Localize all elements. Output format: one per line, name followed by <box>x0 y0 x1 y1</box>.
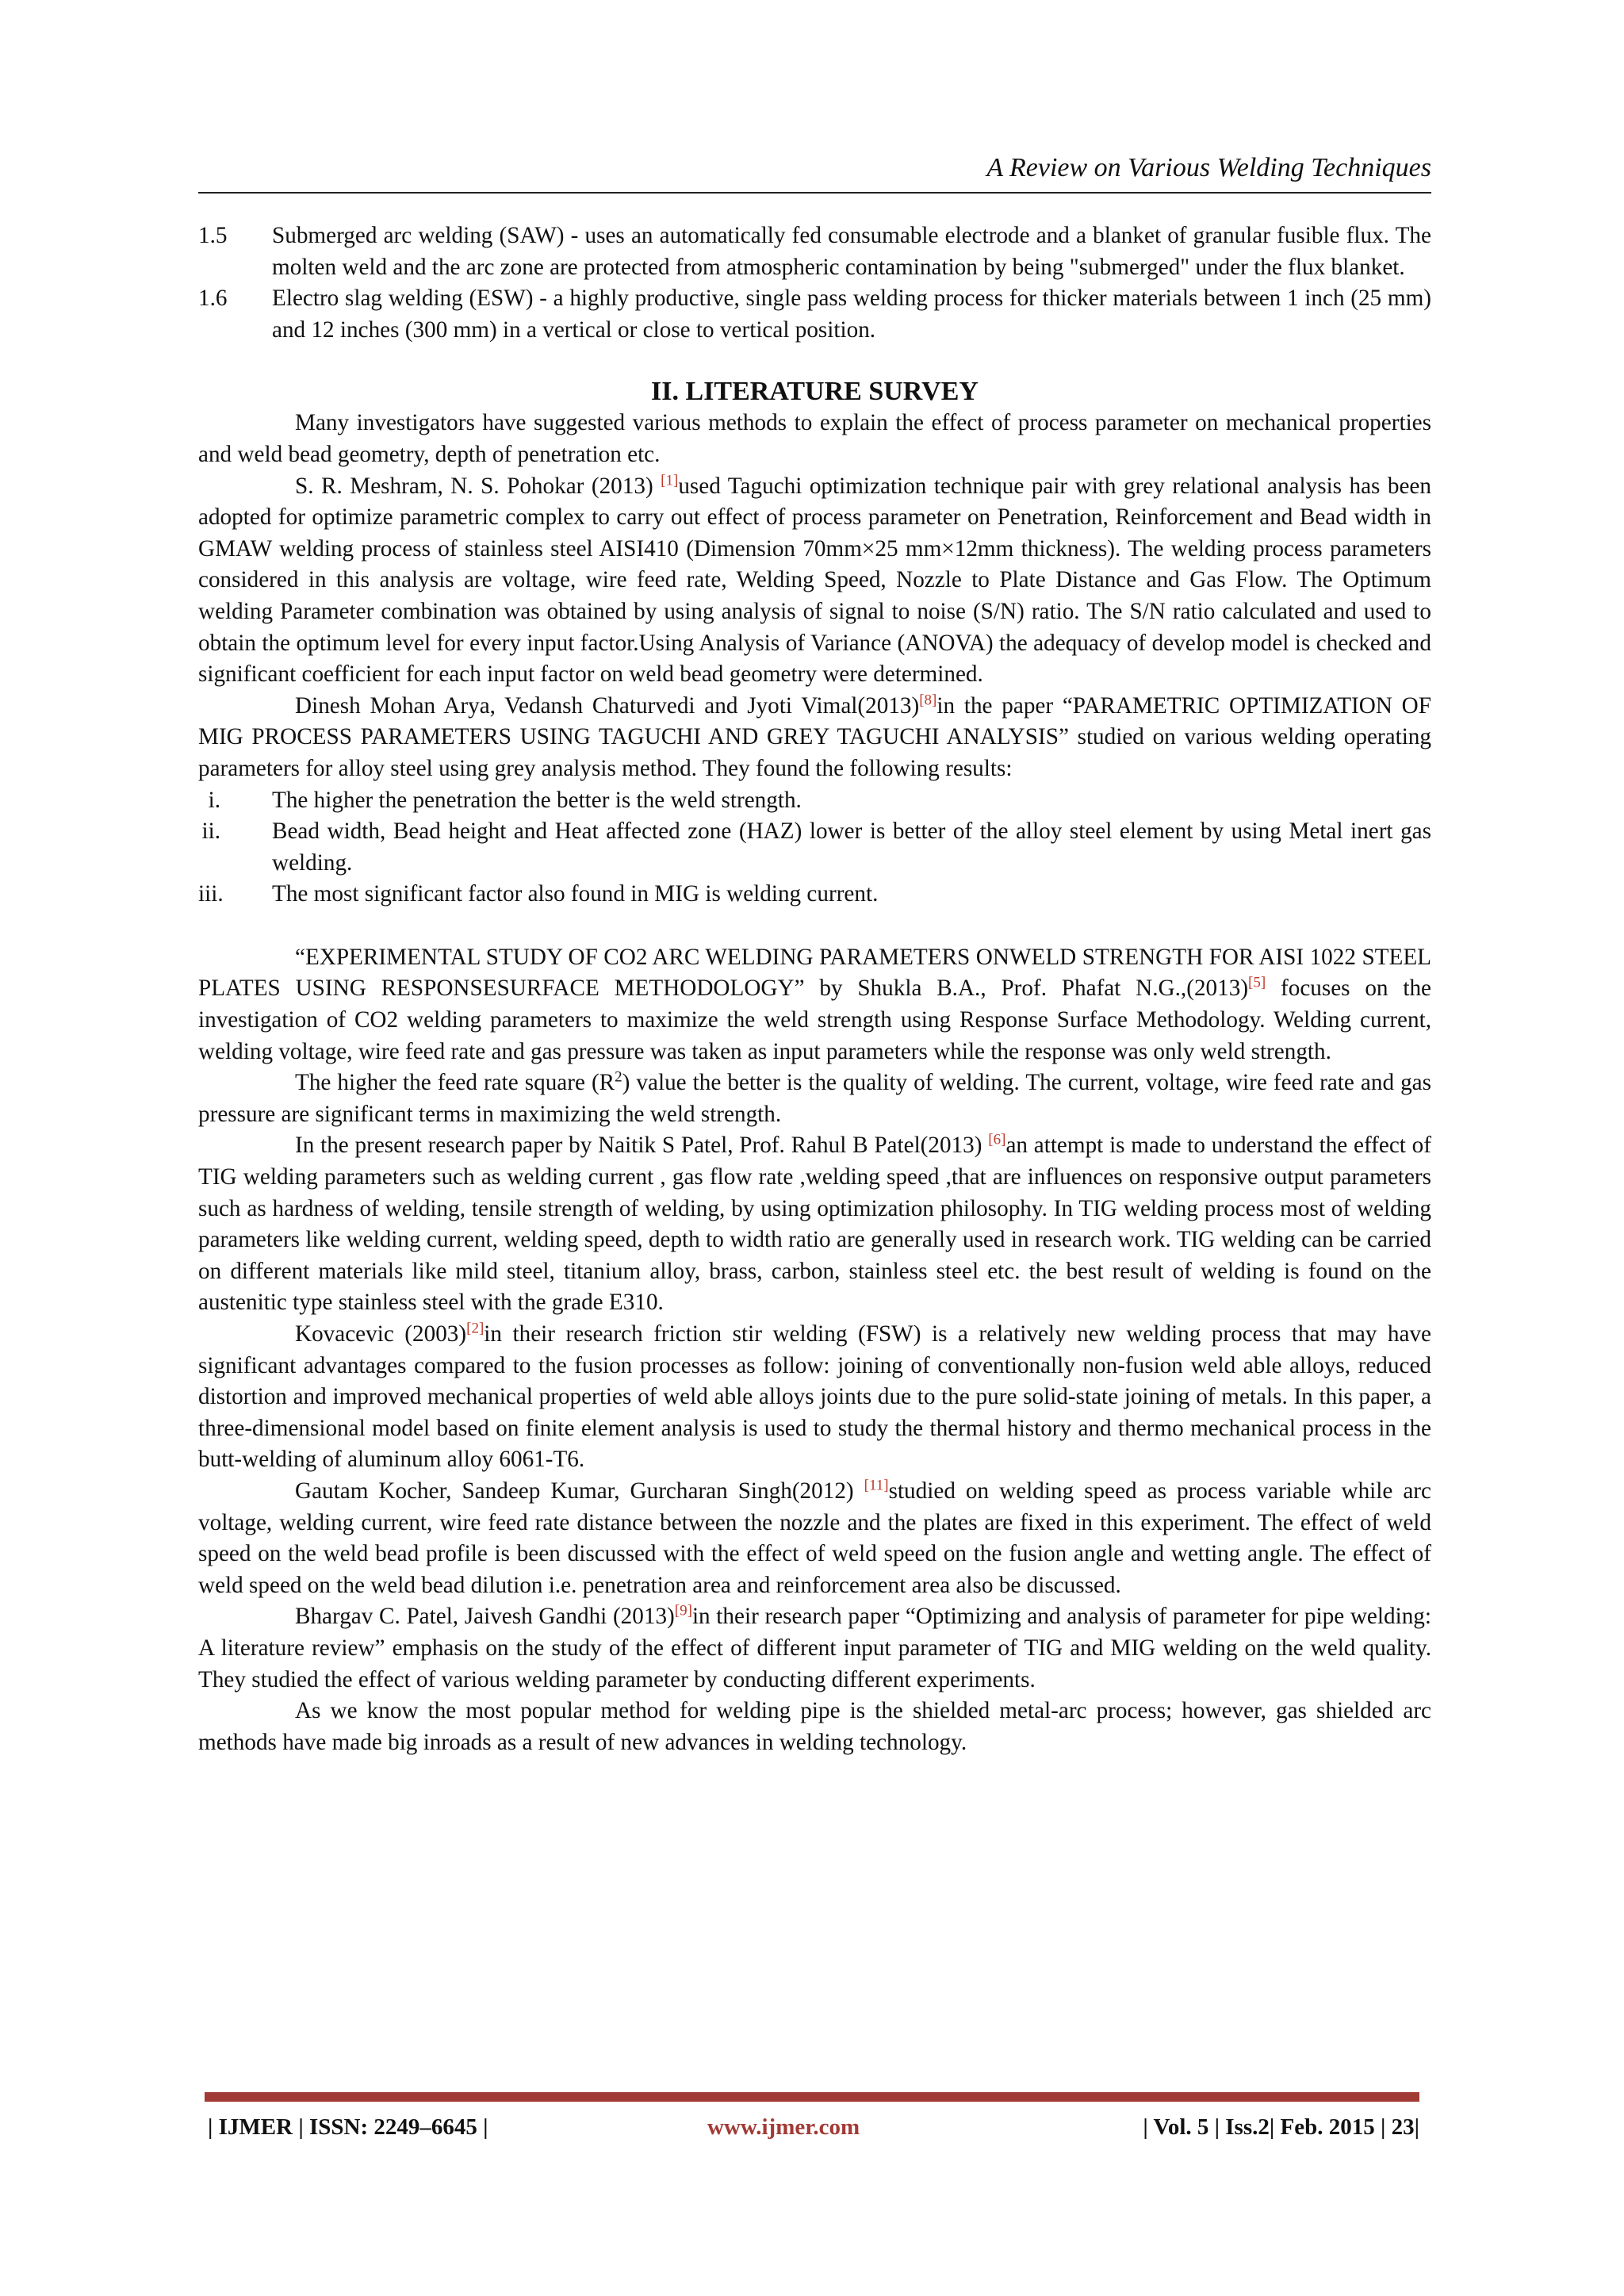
paragraph-text: “EXPERIMENTAL STUDY OF CO2 ARC WELDING PARAMETERS ONWELD STRENGTH FOR AISI 1022 STEEL PLATES USING RESPONSESURFACE METHODOLOGY” by Shukla B.A., Prof. Phafat N.G.,(2013) <box>198 944 1431 1002</box>
paragraph-text: In the present research paper by Naitik S Patel, Prof. Rahul B Patel(2013) <box>295 1133 989 1159</box>
paragraph-text: in their research friction stir welding (FSW) is a relatively new welding process that may have significant advantages compared to the fusion processes as follow: joining of conventionally non-fusion weld able alloys, reduced distortion and improved mechanical properties of weld able alloys joints due to the pure solid-state joining of metals. In this paper, a three-dimensional model based on finite element analysis is used to study the thermal history and thermo mechanical process in the butt-welding of aluminum alloy 6061-T6. <box>198 1321 1431 1473</box>
paragraph-text: in the paper “PARAMETRIC OPTIMIZATION OF MIG PROCESS PARAMETERS USING TAGUCHI AND GREY TAGUCHI ANALYSIS” studied on various welding operating parameters for alloy steel using grey analysis method. They found the following results: <box>198 692 1431 781</box>
paragraph-text: Gautam Kocher, Sandeep Kumar, Gurcharan Singh(2012) <box>295 1478 864 1504</box>
paragraph: Many investigators have suggested various methods to explain the effect of process parameter on mechanical properties and weld bead geometry, depth of penetration etc. <box>198 410 1431 467</box>
paragraph-text: Kovacevic (2003) <box>295 1321 467 1347</box>
running-header: A Review on Various Welding Techniques <box>986 153 1431 182</box>
paragraph <box>198 1130 1431 1319</box>
list-numeral: ii. <box>201 818 220 845</box>
paragraph <box>198 1601 1431 1696</box>
citation-ref: [11] <box>864 1477 889 1494</box>
item-number: 1.6 <box>198 286 228 312</box>
paragraph-text: used Taguchi optimization technique pair with grey relational analysis has been adopted for optimize parametric complex to carry out effect of process parameter on Penetration, Reinforcement and Bead width in GMAW welding process of stainless steel AISI410 (Dimension 70mm×25 mm×12mm thickness). The welding process parameters considered in this analysis are voltage, wire feed rate, Welding Speed, Nozzle to Plate Distance and Gas Flow. The Optimum welding Parameter combination was obtained by using analysis of signal to noise (S/N) ratio. The S/N ratio calculated and used to obtain the optimum level for every input factor.Using Analysis of Variance (ANOVA) the adequacy of develop model is checked and significant coefficient for each input factor on weld bead geometry were determined. <box>198 473 1431 688</box>
item-text: Submerged arc welding (SAW) - uses an automatically fed consumable electrode and a blanket of granular fusible flux. The molten weld and the arc zone are protected from atmospheric contamination by being "submerged" under the flux blanket. <box>272 223 1431 280</box>
paragraph-text: ) value the better is the quality of welding. The current, voltage, wire feed rate and gas pressure are significant terms in maximizing the weld strength. <box>198 1070 1431 1127</box>
numbered-item <box>198 283 1431 346</box>
superscript: 2 <box>615 1068 622 1086</box>
citation-ref: [2] <box>466 1320 485 1337</box>
list-item <box>198 879 1431 910</box>
paragraph-text: Dinesh Mohan Arya, Vedansh Chaturvedi and Jyoti Vimal(2013) <box>295 692 920 719</box>
paragraph-text: studied on welding speed as process variable while arc voltage, welding current, wire feed rate distance between the nozzle and the plates are fixed in this experiment. The effect of weld speed on the weld bead profile is been discussed with the effect of weld speed on the fusion angle and wetting angle. The effect of weld speed on the weld bead dilution i.e. penetration area and reinforcement area also be discussed. <box>198 1478 1431 1598</box>
citation-ref: [1] <box>661 471 679 489</box>
section-heading: II. LITERATURE SURVEY <box>651 377 979 407</box>
paragraph-text: an attempt is made to understand the effect of TIG welding parameters such as welding current , gas flow rate ,welding speed ,that are influences on responsive output parameters such as hardness of welding, tensile strength of welding, by using optimization philosophy. In TIG welding process most of welding parameters like welding current, welding speed, depth to width ratio are generally used in research work. TIG welding can be carried on different materials like mild steel, titanium alloy, brass, carbon, stainless steel etc. the best result of welding is found on the austenitic type stainless steel with the grade E310. <box>198 1133 1431 1316</box>
footer-website-link[interactable]: www.ijmer.com <box>707 2114 860 2140</box>
item-number: 1.5 <box>198 223 228 248</box>
list-text: The most significant factor also found in MIG is welding current. <box>272 881 879 907</box>
footer-issue-info: | Vol. 5 | Iss.2| Feb. 2015 | 23| <box>1143 2114 1419 2140</box>
list-item <box>198 785 1431 817</box>
list-numeral: i. <box>208 787 220 813</box>
citation-ref: [6] <box>988 1131 1006 1148</box>
citation-ref: [5] <box>1248 974 1266 991</box>
list-text: Bead width, Bead height and Heat affected zone (HAZ) lower is better of the alloy steel element by using Metal inert gas welding. <box>272 818 1431 876</box>
paragraph <box>198 1068 1431 1130</box>
list-item <box>198 816 1431 879</box>
footer-journal-info: | IJMER | ISSN: 2249–6645 | <box>208 2114 488 2140</box>
numbered-item <box>198 220 1431 283</box>
paragraph: As we know the most popular method for welding pipe is the shielded metal-arc process; however, gas shielded arc methods have made big inroads as a result of new advances in welding technology. <box>198 1698 1431 1755</box>
paragraph-text: Bhargav C. Patel, Jaivesh Gandhi (2013) <box>295 1604 675 1630</box>
paragraph-text: focuses on the investigation of CO2 welding parameters to maximize the weld strength using Response Surface Methodology. Welding current, welding voltage, wire feed rate and gas pressure was taken as input parameters while the response was only weld strength. <box>198 976 1431 1064</box>
paragraph-text: in their research paper “Optimizing and analysis of parameter for pipe welding: A literature review” emphasis on the study of the effect of different input parameter of TIG and MIG welding on the weld quality. They studied the effect of various welding parameter by conducting different experiments. <box>198 1604 1431 1692</box>
list-text: The higher the penetration the better is the weld strength. <box>272 787 802 813</box>
paragraph <box>198 1319 1431 1476</box>
paragraph-text: S. R. Meshram, N. S. Pohokar (2013) <box>295 473 661 499</box>
spacer <box>198 910 1431 942</box>
page-body <box>198 220 1431 1758</box>
paragraph <box>198 691 1431 785</box>
item-text: Electro slag welding (ESW) - a highly productive, single pass welding process for thicker materials between 1 inch (25 mm) and 12 inches (300 mm) in a vertical or close to vertical position. <box>272 286 1431 343</box>
paragraph <box>198 942 1431 1068</box>
header-rule <box>198 192 1431 194</box>
citation-ref: [9] <box>674 1602 692 1619</box>
paragraph <box>198 1476 1431 1601</box>
paragraph-text: The higher the feed rate square (R <box>295 1070 615 1096</box>
footer-rule <box>205 2092 1419 2102</box>
list-numeral: iii. <box>198 881 224 907</box>
paragraph <box>198 471 1431 691</box>
citation-ref: [8] <box>919 691 937 708</box>
